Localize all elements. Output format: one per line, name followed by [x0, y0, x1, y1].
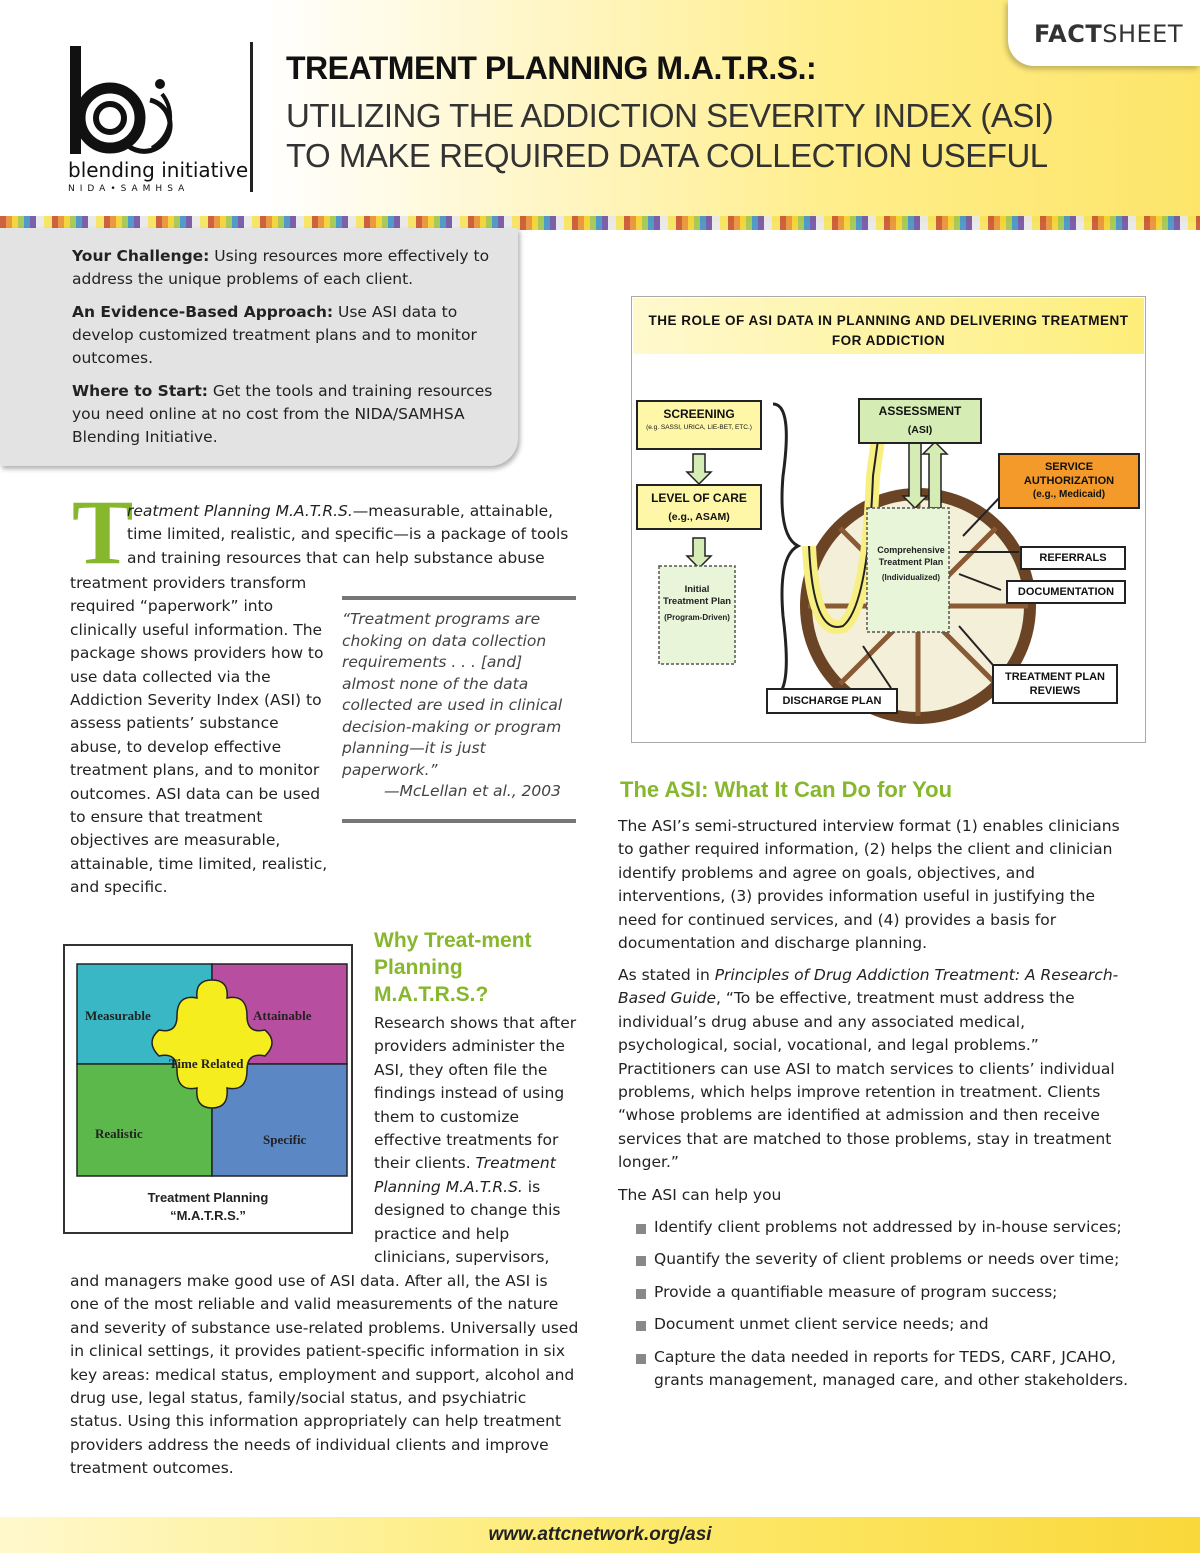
assessment-box: ASSESSMENT (ASI)	[858, 398, 982, 444]
bullet-square-icon	[636, 1321, 646, 1331]
puzzle-label-measurable: Measurable	[85, 1008, 151, 1023]
list-item: Capture the data needed in reports for TEDS, CARF, JCAHO, grants management, managed care, and other stakeholders.	[636, 1346, 1146, 1393]
puzzle-graphic	[65, 946, 351, 1232]
logo-wordmark: blending initiative	[68, 158, 249, 182]
list-item: Document unmet client service needs; and	[636, 1313, 1146, 1336]
page-title: TREATMENT PLANNING M.A.T.R.S.:	[286, 50, 817, 86]
diagram-title: THE ROLE OF ASI DATA IN PLANNING AND DELIVERING TREATMENT FOR ADDICTION	[648, 313, 1129, 348]
why-heading: Why Treat-ment Planning M.A.T.R.S.?	[374, 929, 532, 1006]
screening-box: SCREENING (e.g. SASSI, URICA, LIE-BET, ETC.)	[636, 400, 762, 450]
puzzle-caption-line2: “M.A.T.R.S.”	[170, 1208, 246, 1223]
footer-url-link[interactable]: www.attcnetwork.org/asi	[488, 1524, 712, 1545]
level-of-care-box: LEVEL OF CARE (e.g., ASAM)	[636, 484, 762, 530]
challenge-paragraph: Your Challenge: Using resources more effectively to address the unique problems of each client.	[72, 247, 490, 288]
service-authorization-box: SERVICE AUTHORIZATION (e.g., Medicaid)	[998, 453, 1140, 509]
matrs-puzzle-figure	[63, 944, 353, 1234]
puzzle-label-time-related: Time Related	[169, 1056, 244, 1071]
comprehensive-plan-label: Comprehensive Treatment Plan (Individualized)	[877, 545, 945, 582]
bullet-square-icon	[636, 1256, 646, 1266]
asi-section-heading: The ASI: What It Can Do for You	[620, 777, 953, 802]
asi-benefits-list	[636, 1216, 1146, 1401]
quote-rule-top	[342, 596, 576, 600]
list-item: Identify client problems not addressed by in-house services;	[636, 1216, 1146, 1239]
discharge-plan-box: DISCHARGE PLAN	[766, 688, 898, 714]
intro-lead: reatment Planning M.A.T.R.S.—measurable, attainable, time limited, realistic, and specific—is a package of tools and training resources that can help substance abuse	[127, 502, 569, 567]
why-body-text: and managers make good use of ASI data. After all, the ASI is one of the most reliable and valid measurements of the nature and severity of substance use-related problems. Universally used in clinical settings, it provides patient-specific information in six key areas: medical status, employment and support, alcohol and drug use, legal status, family/social status, and psychiatric status. Using this information appropriately can help treatment providers address the needs of individual clients and improve treatment outcomes.	[70, 1272, 579, 1478]
documentation-box: DOCUMENTATION	[1006, 580, 1126, 604]
page-subtitle: UTILIZING THE ADDICTION SEVERITY INDEX (ASI) TO MAKE REQUIRED DATA COLLECTION USEFUL	[286, 97, 1054, 174]
puzzle-label-specific: Specific	[263, 1132, 307, 1147]
intro-body: treatment providers transform required “paperwork” into clinically useful information. The package shows providers how to use data collected via the Addiction Severity Index (ASI) to assess patients’ substance abuse, to develop effective treatment plans, and to monitor outcomes. ASI data can be used to ensure that treatment objectives are measurable, attainable, time limited, realistic, and specific.	[70, 574, 328, 897]
asi-paragraph-1: The ASI’s semi-structured interview format (1) enables clinicians to gather required information, (2) helps the client and clinician identify problems and agree on goals, objectives, and interventions, (3) provides information useful in justifying the need for continued services, and (4) provides a basis for documentation and discharge planning.	[618, 817, 1120, 953]
challenge-box	[0, 228, 518, 466]
approach-paragraph: An Evidence-Based Approach: Use ASI data to develop customized treatment plans and to monitor outcomes.	[72, 303, 477, 367]
quote-attribution: —McLellan et al., 2003	[384, 782, 562, 800]
list-item: Quantify the severity of client problems or needs over time;	[636, 1248, 1146, 1271]
blending-initiative-logo-icon	[66, 44, 176, 159]
initial-plan-label: Initial Treatment Plan (Program-Driven)	[662, 584, 732, 622]
referrals-box: REFERRALS	[1020, 546, 1126, 570]
start-paragraph: Where to Start: Get the tools and training resources you need online at no cost from the NIDA/SAMHSA Blending Initiative.	[72, 382, 493, 446]
puzzle-label-realistic: Realistic	[95, 1126, 143, 1141]
bullet-square-icon	[636, 1224, 646, 1234]
drop-cap: T	[72, 481, 134, 583]
asi-paragraph-2: As stated in Principles of Drug Addiction Treatment: A Research-Based Guide, “To be effective, treatment must address the individual’s drug abuse and any associated medical, psychological, social, vocational, and legal problems.” Practitioners can use ASI to match services to clients’ individual problems, which helps improve retention in treatment. Clients “whose problems are identified at admission and then receive services that are matched to those problems, stay in treatment longer.”	[618, 966, 1119, 1172]
puzzle-label-attainable: Attainable	[253, 1008, 312, 1023]
puzzle-caption-line1: Treatment Planning	[147, 1190, 269, 1205]
bullet-square-icon	[636, 1354, 646, 1364]
why-column-text: Research shows that after providers administer the ASI, they often file the findings instead of using them to customize effective treatments for their clients. Treatment Planning M.A.T.R.S. is designed to change this practice and help clinicians, supervisors,	[374, 1014, 577, 1267]
factsheet-label: FACTSHEET	[1034, 20, 1183, 48]
bullet-square-icon	[636, 1289, 646, 1299]
list-item: Provide a quantifiable measure of program success;	[636, 1281, 1146, 1304]
treatment-plan-reviews-box: TREATMENT PLAN REVIEWS	[992, 664, 1118, 704]
asi-paragraph-3: The ASI can help you	[618, 1186, 782, 1204]
quote-rule-bottom	[342, 819, 576, 823]
header-divider	[250, 42, 253, 192]
pull-quote: “Treatment programs are choking on data collection requirements . . . [and] almost none of the data collected are used in clinical decision-making or program planning—it is just paperwork.”	[342, 610, 563, 779]
logo-subtitle: NIDA•SAMHSA	[68, 184, 190, 194]
